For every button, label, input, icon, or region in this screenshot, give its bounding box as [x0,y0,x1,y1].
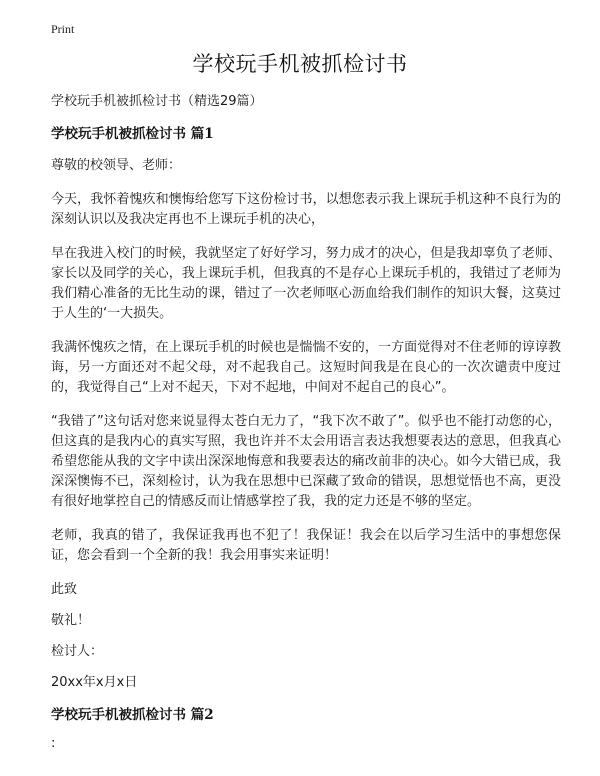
document-subtitle: 学校玩手机被抓检讨书（精选29篇） [51,94,263,109]
document-body [51,92,561,751]
paragraph: 我满怀愧疚之情，在上课玩手机的时候也是惴惴不安的，一方面觉得对不住老师的谆谆教诲，另一方面还对不起父母，对不起我自己。这短时间我是在良心的一次次谴责中度过的，我觉得自己“上对不起天，下对不起地，中间对不起自己的良心”。 [51,340,561,395]
regards-text: 敬礼！ [51,613,91,628]
paragraph: 早在我进入校门的时候，我就坚定了好好学习，努力成才的决心，但是我却辜负了老师、家长以及同学的关心，我上课玩手机，但我真的不是存心上课玩手机的，我错过了老师为我们精心准备的无比生动的课，错过了一次老师呕心沥血给我们制作的知识大餐，这莫过于人生的‘一大损失。 [51,246,561,321]
section-heading-2: 学校玩手机被抓检讨书 篇2 [51,707,214,723]
section-heading-1: 学校玩手机被抓检讨书 篇1 [51,126,214,142]
signer-label: 检讨人： [51,644,104,659]
date-text: 20xx年x月x日 [51,675,138,690]
paragraph: 老师，我真的错了，我保证我再也不犯了！我保证！我会在以后学习生活中的事想您保证，您会看到一个全新的我！我会用事实来证明！ [51,528,561,563]
salutation: 尊敬的校领导、老师： [51,158,182,173]
paragraph: “我错了”这句话对您来说显得太苍白无力了，“我下次不敢了”。似乎也不能打动您的心，但这真的是我内心的真实写照，我也许并不太会用语言表达我想要表达的意思，但我真心希望您能从我的文字中读出深深地悔意和我要表达的痛改前非的决心。如今大错已成，我深深懊悔不已，深刻检讨，认为我在思想中已深藏了致命的错误，思想觉悟也不高，更没有很好地掌控自己的情感反而让情感掌控了我，我的定力还是不够的坚定。 [51,414,561,509]
trailing-mark: : [51,736,56,751]
page-title: 学校玩手机被抓检讨书 [192,52,408,76]
paragraph: 今天，我怀着愧疚和懊悔给您写下这份检讨书，以想您表示我上课玩手机这种不良行为的深刻认识以及我决定再也不上课玩手机的决心， [51,192,561,227]
print-label: Print [51,22,75,36]
closing-text: 此致 [51,582,78,597]
